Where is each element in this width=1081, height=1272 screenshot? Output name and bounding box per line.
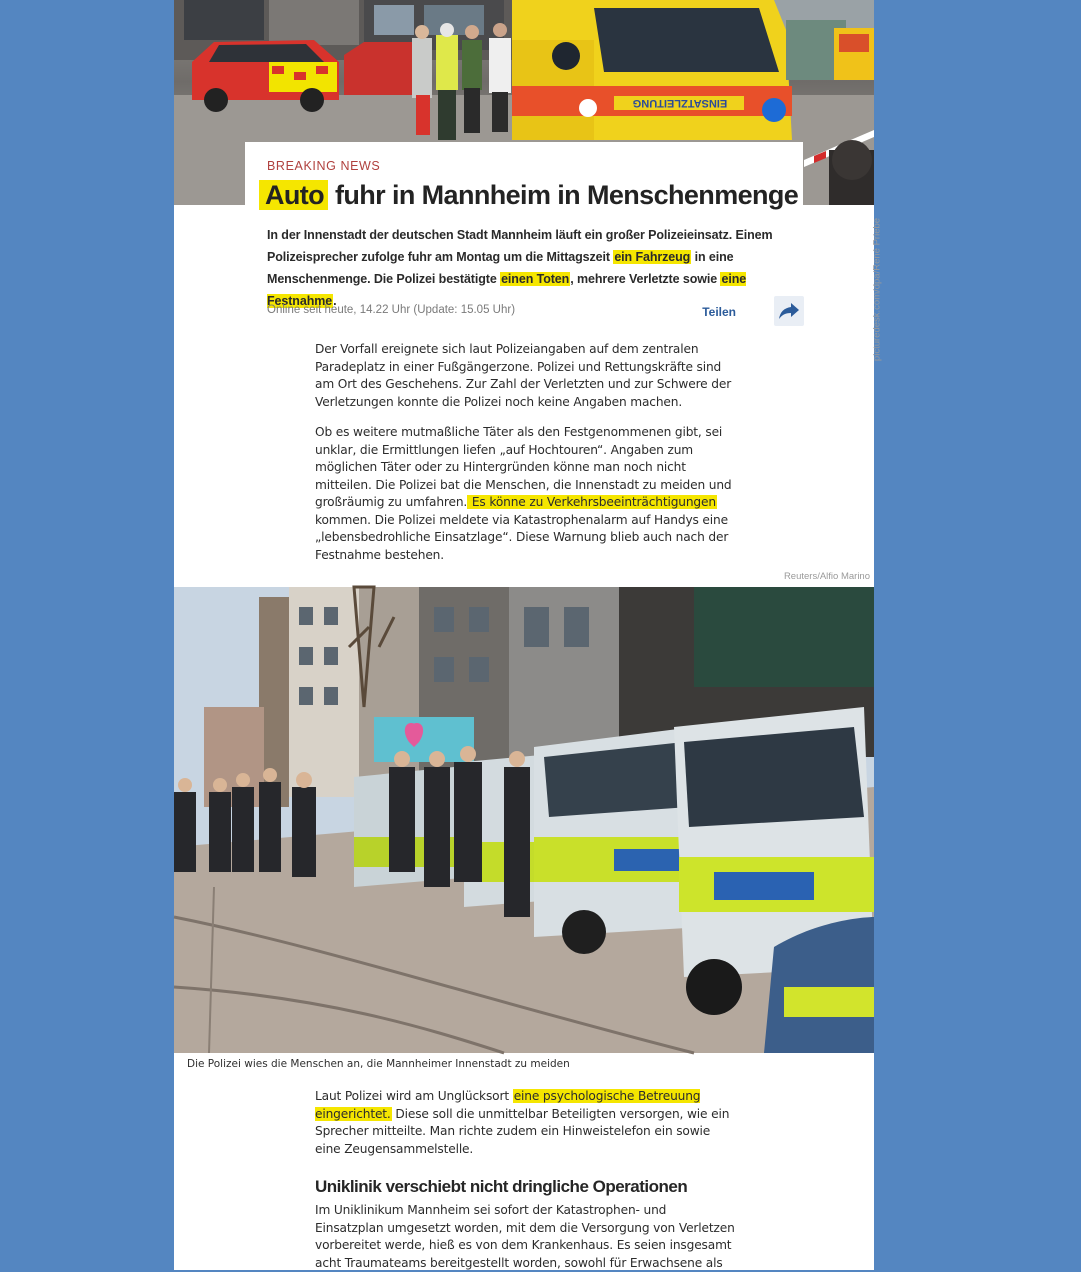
- van-lettering: EINSATZLEITUNG: [632, 97, 728, 109]
- share-label: Teilen: [702, 305, 736, 319]
- article-headline: [265, 180, 805, 211]
- police-photo: [174, 587, 874, 1053]
- hero-photo-credit: [864, 217, 883, 368]
- text-segment: , mehrere Verletzte sowie: [570, 272, 721, 286]
- text-segment: Ob es weitere mutmaßliche Täter als den Festgenommenen gibt, sei unklar, die Ermittlungen liefen „auf Hochtouren“. Angaben zum möglichen Täter oder zu Hintergründen könne man noch nicht mitteilen. Die Polizei bat die Menschen, die Innenstadt zu meiden und großräumig zu umfahren.: [315, 425, 732, 509]
- share-arrow-icon[interactable]: [774, 296, 804, 326]
- paragraph-2: [315, 424, 735, 564]
- section-subheading: Uniklinik verschiebt nicht dringliche Operationen: [315, 1177, 688, 1196]
- text-segment: In der Innenstadt der deutschen Stadt Mannheim läuft ein großer Polizeieinsatz. Einem Polizeisprecher zufolge fuhr am Montag um die Mittagszeit: [267, 228, 773, 264]
- text-segment: Laut Polizei wird am Unglücksort: [315, 1089, 513, 1103]
- article-header: [245, 142, 803, 342]
- publish-timestamp: Online seit heute, 14.22 Uhr (Update: 15.05 Uhr): [267, 304, 516, 316]
- highlighted-text: einen Toten: [501, 272, 570, 286]
- text-segment: Diese soll die unmittelbar Beteiligten versorgen, wie ein Sprecher mitteilte. Man richte zudem ein Hinweistelefon ein sowie eine Zeugensammelstelle.: [315, 1106, 730, 1156]
- highlighted-text: eine Festnahme: [267, 272, 747, 308]
- headline-text: fuhr in Mannheim in Menschenmenge: [328, 180, 799, 210]
- paragraph-1: Der Vorfall ereignete sich laut Polizeiangaben auf dem zentralen Paradeplatz in einer Fußgängerzone. Polizei und Rettungskräfte sind am Ort des Geschehens. Zur Zahl der Verletzten und zur Schwere der Verletzungen konnte die Polizei noch keine Angaben machen.: [315, 342, 732, 409]
- paragraph-3: [315, 1088, 735, 1158]
- paragraph-4: Im Uniklinikum Mannheim sei sofort der Katastrophen- und Einsatzplan umgesetzt worden, mit dem die Versorgung von Verletzen vorbereitet werde, hieß es von dem Krankenhaus. Es seien insgesamt acht Traumateams bereitgestellt worden, sowohl für Erwachsene als: [315, 1203, 735, 1270]
- headline-highlight: Auto: [259, 180, 328, 210]
- article-lead: [267, 224, 787, 312]
- photo-caption: Die Polizei wies die Menschen an, die Mannheimer Innenstadt zu meiden: [187, 1058, 570, 1070]
- highlighted-text: Es könne zu Verkehrsbeeinträchtigungen: [468, 495, 716, 509]
- text-segment: kommen. Die Polizei meldete via Katastrophenalarm auf Handys eine „lebensbedrohliche Einsatzlage“. Diese Warnung blieb auch nach der Festnahme bestehen.: [315, 512, 729, 562]
- hero-photo-credit-text: picturedesk.com/dpa/René Priebe: [871, 217, 883, 362]
- highlighted-text: ein Fahrzeug: [614, 250, 691, 264]
- highlighted-text: eine psychologische Betreuung eingerichtet.: [315, 1089, 701, 1121]
- photo-credit: Reuters/Alfio Marino: [783, 571, 870, 582]
- breaking-news-kicker: BREAKING NEWS: [267, 159, 381, 173]
- text-segment: in eine Menschenmenge. Die Polizei bestätigte: [267, 250, 734, 286]
- article-page: [174, 0, 883, 1270]
- text-segment: .: [333, 294, 337, 308]
